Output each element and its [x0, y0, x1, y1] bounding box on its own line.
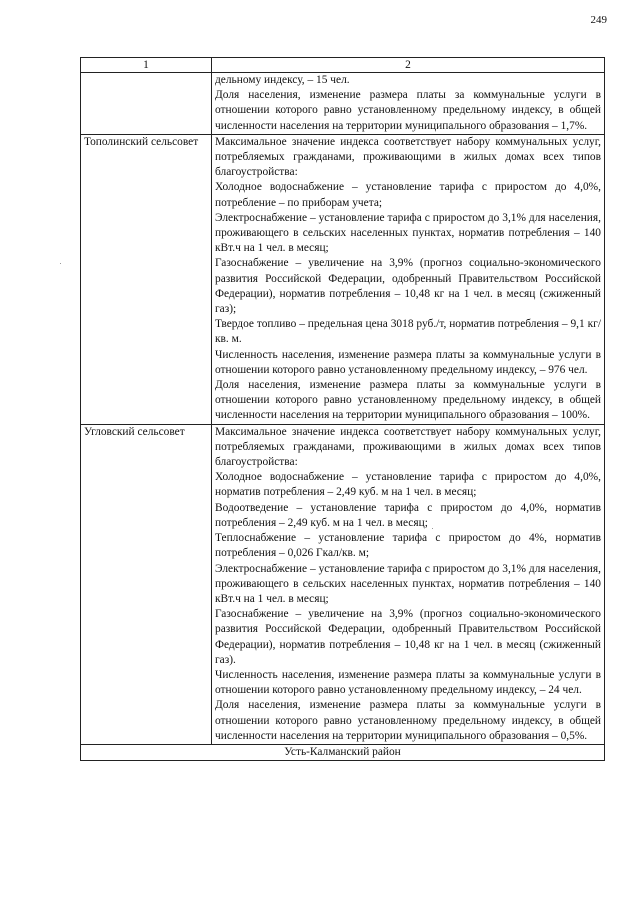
paragraph: Максимальное значение индекса соответствует набору коммунальных услуг, потребляемых гражданами, проживающими в жилых домах всех типов благоустройства: [215, 425, 601, 469]
municipality-name-cell: Угловский сельсовет [81, 424, 212, 744]
table-row-continuation [81, 73, 605, 135]
paragraph: Электроснабжение – установление тарифа с приростом до 3,1% для населения, проживающего в сельских населенных пунктах, норматив потребления – 140 кВт.ч на 1 чел. в месяц; [215, 211, 601, 255]
paragraph: Максимальное значение индекса соответствует набору коммунальных услуг, потребляемых гражданами, проживающими в жилых домах всех типов благоустройства: [215, 135, 601, 179]
scan-speck [60, 263, 61, 264]
paragraph: Холодное водоснабжение – установление тарифа с приростом до 4,0%, потребление – по приборам учета; [215, 181, 601, 209]
column-header-2: 2 [212, 58, 605, 73]
paragraph: Твердое топливо – предельная цена 3018 руб./т, норматив потребления – 9,1 кг/кв. м. [215, 318, 601, 346]
paragraph: Доля населения, изменение размера платы за коммунальные услуги в отношении которого равно установленному предельному индексу, в общей численности населения на территории муниципального образования – 0,5%. [215, 699, 601, 742]
data-table [80, 57, 605, 761]
paragraph: Численность населения, изменение размера платы за коммунальные услуги в отношении которого равно установленному предельному индексу, – 976 чел. [215, 348, 601, 376]
table-row-uglovsky [81, 424, 605, 744]
municipality-name-cell [81, 73, 212, 135]
paragraph: Газоснабжение – увеличение на 3,9% (прогноз социально-экономического развития Российской Федерации, одобренный Правительством Российской Федерации), норматив потребления – 10,48 кг на 1 чел. в месяц (сжиженный газ). [215, 608, 601, 666]
description-cell [212, 424, 605, 744]
description-cell [212, 134, 605, 424]
municipality-name-cell: Тополинский сельсовет [81, 134, 212, 424]
paragraph: Электроснабжение – установление тарифа с приростом до 3,1% для населения, проживающего в сельских населенных пунктах, норматив потребления – 140 кВт.ч на 1 чел. в месяц; [215, 562, 601, 605]
paragraph: дельному индексу, – 15 чел. [215, 74, 350, 86]
column-header-1: 1 [81, 58, 212, 73]
table-row-topolinsky [81, 134, 605, 424]
district-heading: Усть-Калманский район [81, 744, 605, 760]
page-number: 249 [590, 14, 607, 26]
paragraph: Газоснабжение – увеличение на 3,9% (прогноз социально-экономического развития Российской Федерации, одобренный Правительством Российской Федерации), норматив потребления – 10,48 кг на 1 чел. в месяц (сжиженный газ); [215, 257, 601, 316]
table-header-row [81, 58, 605, 73]
paragraph: Численность населения, изменение размера платы за коммунальные услуги в отношении которого равно установленному предельному индексу, – 24 чел. [215, 668, 601, 697]
table-row-district [81, 744, 605, 760]
paragraph: Доля населения, изменение размера платы за коммунальные услуги в отношении которого равно установленному предельному индексу, в общей численности населения на территории муниципального образования – 100%. [215, 379, 601, 422]
paragraph: Холодное водоснабжение – установление тарифа с приростом до 4,0%, норматив потребления – 2,49 куб. м на 1 чел. в месяц; [215, 471, 601, 499]
paragraph: Водоотведение – установление тарифа с приростом до 4,0%, норматив потребления – 2,49 куб. м на 1 чел. в месяц; [215, 501, 601, 529]
paragraph: Теплоснабжение – установление тарифа с приростом до 4%, норматив потребления – 0,026 Гкал/кв. м; [215, 532, 601, 560]
description-cell [212, 73, 605, 135]
paragraph: Доля населения, изменение размера платы за коммунальные услуги в отношении которого равно установленному предельному индексу, в общей численности населения на территории муниципального образования – 1,7%. [215, 89, 601, 132]
